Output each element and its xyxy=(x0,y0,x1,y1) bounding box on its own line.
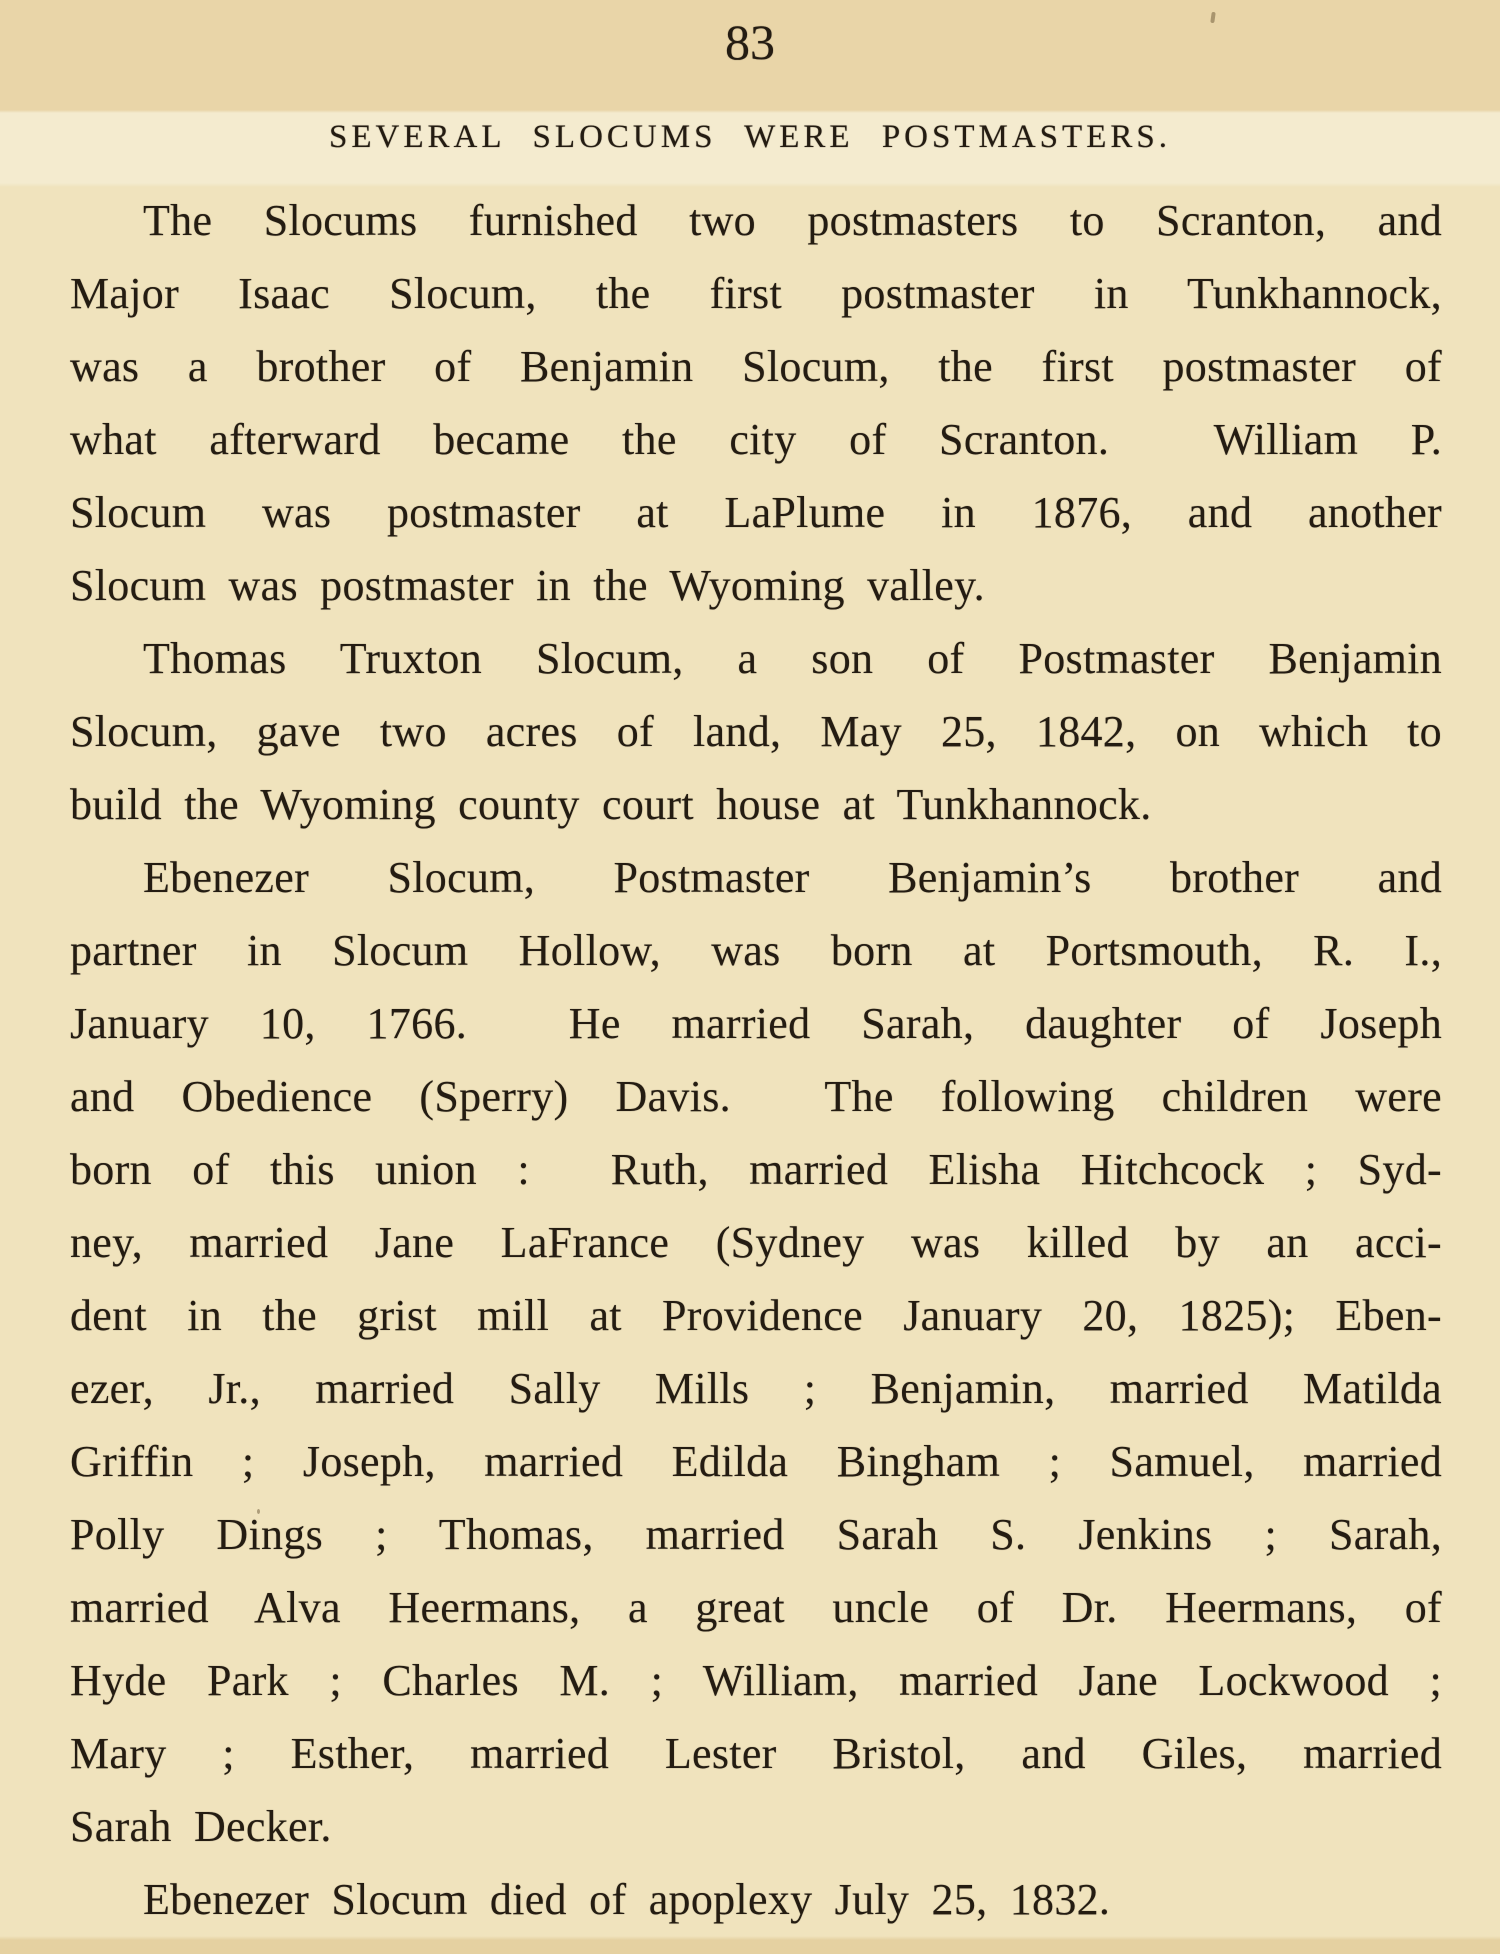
paragraph xyxy=(70,841,1442,1863)
text-line: ney, married Jane LaFrance (Sydney was killed by an acci- xyxy=(70,1218,1442,1267)
paper-speck xyxy=(257,1509,260,1514)
text-line: ezer, Jr., married Sally Mills ; Benjamin, married Matilda xyxy=(70,1364,1442,1413)
paragraph xyxy=(70,1863,1442,1936)
text-line: Hyde Park ; Charles M. ; William, married Jane Lockwood ; xyxy=(70,1656,1442,1705)
paper-speck xyxy=(896,960,900,964)
text-line: Slocum, gave two acres of land, May 25, 1842, on which to xyxy=(70,707,1442,756)
text-line: married Alva Heermans, a great uncle of Dr. Heermans, of xyxy=(70,1583,1442,1632)
section-heading: SEVERAL SLOCUMS WERE POSTMASTERS. xyxy=(329,119,1171,155)
text-line: Sarah Decker. xyxy=(70,1802,332,1851)
text-line: January 10, 1766. He married Sarah, daughter of Joseph xyxy=(70,999,1442,1048)
text-line: partner in Slocum Hollow, was born at Portsmouth, R. I., xyxy=(70,926,1442,975)
paragraph xyxy=(70,622,1442,841)
text-line: was a brother of Benjamin Slocum, the first postmaster of xyxy=(70,342,1442,391)
text-line: born of this union : Ruth, married Elisha Hitchcock ; Syd- xyxy=(70,1145,1442,1194)
page-number: 83 xyxy=(725,14,775,70)
paragraph xyxy=(70,184,1442,622)
text-line: build the Wyoming county court house at Tunkhannock. xyxy=(70,780,1152,829)
text-line: The Slocums furnished two postmasters to Scranton, and xyxy=(143,196,1442,245)
text-line: Griffin ; Joseph, married Edilda Bingham ; Samuel, married xyxy=(70,1437,1442,1486)
text-line: dent in the grist mill at Providence January 20, 1825); Eben- xyxy=(70,1291,1442,1340)
text-line: Slocum was postmaster in the Wyoming valley. xyxy=(70,561,985,610)
page-body xyxy=(70,184,1442,1936)
text-line: and Obedience (Sperry) Davis. The following children were xyxy=(70,1072,1442,1121)
text-line: Ebenezer Slocum died of apoplexy July 25, 1832. xyxy=(143,1875,1111,1924)
text-line: Mary ; Esther, married Lester Bristol, and Giles, married xyxy=(70,1729,1442,1778)
text-line: Polly Dings ; Thomas, married Sarah S. Jenkins ; Sarah, xyxy=(70,1510,1442,1559)
text-line: what afterward became the city of Scranton. William P. xyxy=(70,415,1442,464)
text-line: Major Isaac Slocum, the first postmaster in Tunkhannock, xyxy=(70,269,1442,318)
text-line: Slocum was postmaster at LaPlume in 1876, and another xyxy=(70,488,1442,537)
text-line: Ebenezer Slocum, Postmaster Benjamin’s brother and xyxy=(143,853,1442,902)
text-line: Thomas Truxton Slocum, a son of Postmaster Benjamin xyxy=(143,634,1442,683)
